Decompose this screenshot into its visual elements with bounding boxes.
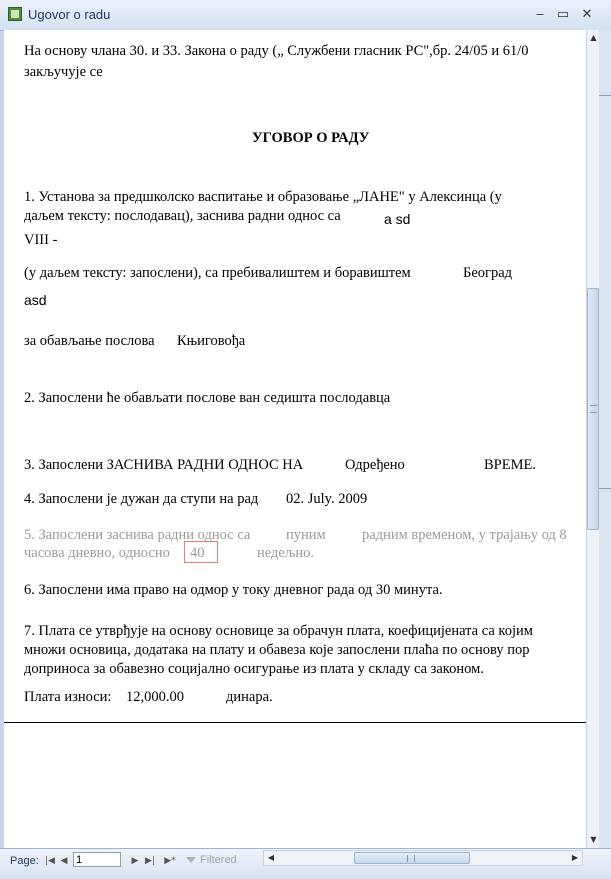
previous-page-button[interactable]: ◀ [60, 856, 68, 866]
salary-label: Плата износи: [24, 689, 112, 705]
horizontal-scroll-thumb[interactable] [354, 852, 470, 864]
report-icon [8, 7, 22, 21]
window-title: Ugovor o radu [28, 7, 111, 22]
paragraph-3-label: 3. Запослени ЗАСНИВА РАДНИ ОДНОС НА [24, 457, 304, 473]
title-bar [0, 0, 611, 31]
employee-id-field[interactable]: VIII - [24, 232, 58, 248]
grip-icon [590, 405, 597, 413]
paragraph-5-line-2-tail: недељно. [257, 545, 314, 561]
paragraph-7-line-1: 7. Плата се утврђује на основу основице за обрачун плата, коефицијената са којим [24, 623, 533, 639]
salary-amount-field[interactable]: 12,000.00 [126, 689, 184, 705]
divider [597, 95, 611, 96]
next-page-button[interactable]: ▶ [131, 856, 139, 866]
report-page [4, 30, 586, 848]
intro-text-2: закључује се [24, 64, 103, 80]
paragraph-5-line-2: часова дневно, односно [24, 545, 170, 561]
page-number-input[interactable]: 1 [73, 852, 121, 867]
divider [597, 488, 611, 489]
paragraph-7-line-3: доприноса за обавезно социјално осигурање из плата у складу са законом. [24, 661, 484, 677]
paragraph-1-line-2: даљем тексту: послодавац), заснива радни однос са [24, 208, 341, 224]
paragraph-5-line-1: 5. Запослени заснива радни однос са [24, 527, 251, 543]
employment-type-field[interactable]: Одређено [345, 457, 405, 473]
paragraph-4-label: 4. Запослени је дужан да ступи на рад [24, 491, 259, 507]
last-page-button[interactable]: ▶| [145, 856, 155, 866]
work-time-type-field[interactable]: пуним [286, 527, 326, 543]
vertical-scrollbar[interactable] [586, 30, 599, 848]
restore-button[interactable]: ▭ [556, 6, 570, 21]
employee-name-field[interactable]: a sd [384, 211, 411, 227]
close-button[interactable]: ✕ [581, 6, 593, 21]
paragraph-1-line-3: (у даљем тексту: запослени), са пребивалиштем и боравиштем [24, 265, 411, 281]
intro-text: На основу члана 30. и 33. Закона о раду („ Службени гласник РС",бр. 24/05 и 61/0 [24, 43, 529, 59]
residence-city-field[interactable]: Београд [463, 265, 513, 281]
paragraph-6: 6. Запослени има право на одмор у току дневног рада од 30 минута. [24, 582, 443, 598]
weekly-hours-field[interactable]: 40 [190, 545, 205, 561]
scroll-right-button[interactable]: ▶ [571, 853, 579, 862]
filter-indicator[interactable] [186, 854, 237, 866]
paragraph-1-line-1: 1. Установа за предшколско васпитање и образовање „ЛАНЕ" у Алексинца (у [24, 189, 502, 205]
scroll-up-button[interactable]: ▲ [590, 33, 597, 42]
paragraph-7-line-2: множи основица, додатака на плату и обавеза које запослени плаћа по основу пор [24, 642, 530, 658]
record-navigation-bar [0, 848, 611, 879]
minimize-button[interactable]: – [536, 6, 544, 21]
scroll-down-button[interactable]: ▼ [590, 835, 597, 844]
start-date-field[interactable]: 02. July. 2009 [286, 491, 368, 507]
residence-address-field[interactable]: asd [24, 292, 47, 308]
paragraph-3-tail: ВРЕМЕ. [484, 457, 536, 473]
paragraph-5-line-1-tail: радним временом, у трајању од 8 [362, 527, 567, 543]
grip-icon [407, 855, 415, 862]
document-title: УГОВОР О РАДУ [252, 130, 370, 146]
page-label: Page: [10, 855, 39, 867]
horizontal-scrollbar[interactable] [263, 850, 583, 866]
filter-icon [186, 857, 196, 863]
filter-label: Filtered [200, 854, 237, 866]
first-page-button[interactable]: |◀ [45, 856, 55, 866]
page-divider [4, 722, 586, 723]
scroll-left-button[interactable]: ◀ [267, 853, 275, 862]
paragraph-2: 2. Запослени ће обављати послове ван седишта послодавца [24, 390, 391, 406]
vertical-scroll-thumb[interactable] [587, 288, 599, 530]
position-field[interactable]: Књиговођа [177, 333, 246, 349]
paragraph-1-line-4: за обављање послова [24, 333, 155, 349]
new-record-button[interactable]: ▶* [164, 856, 176, 866]
salary-currency: динара. [226, 689, 273, 705]
